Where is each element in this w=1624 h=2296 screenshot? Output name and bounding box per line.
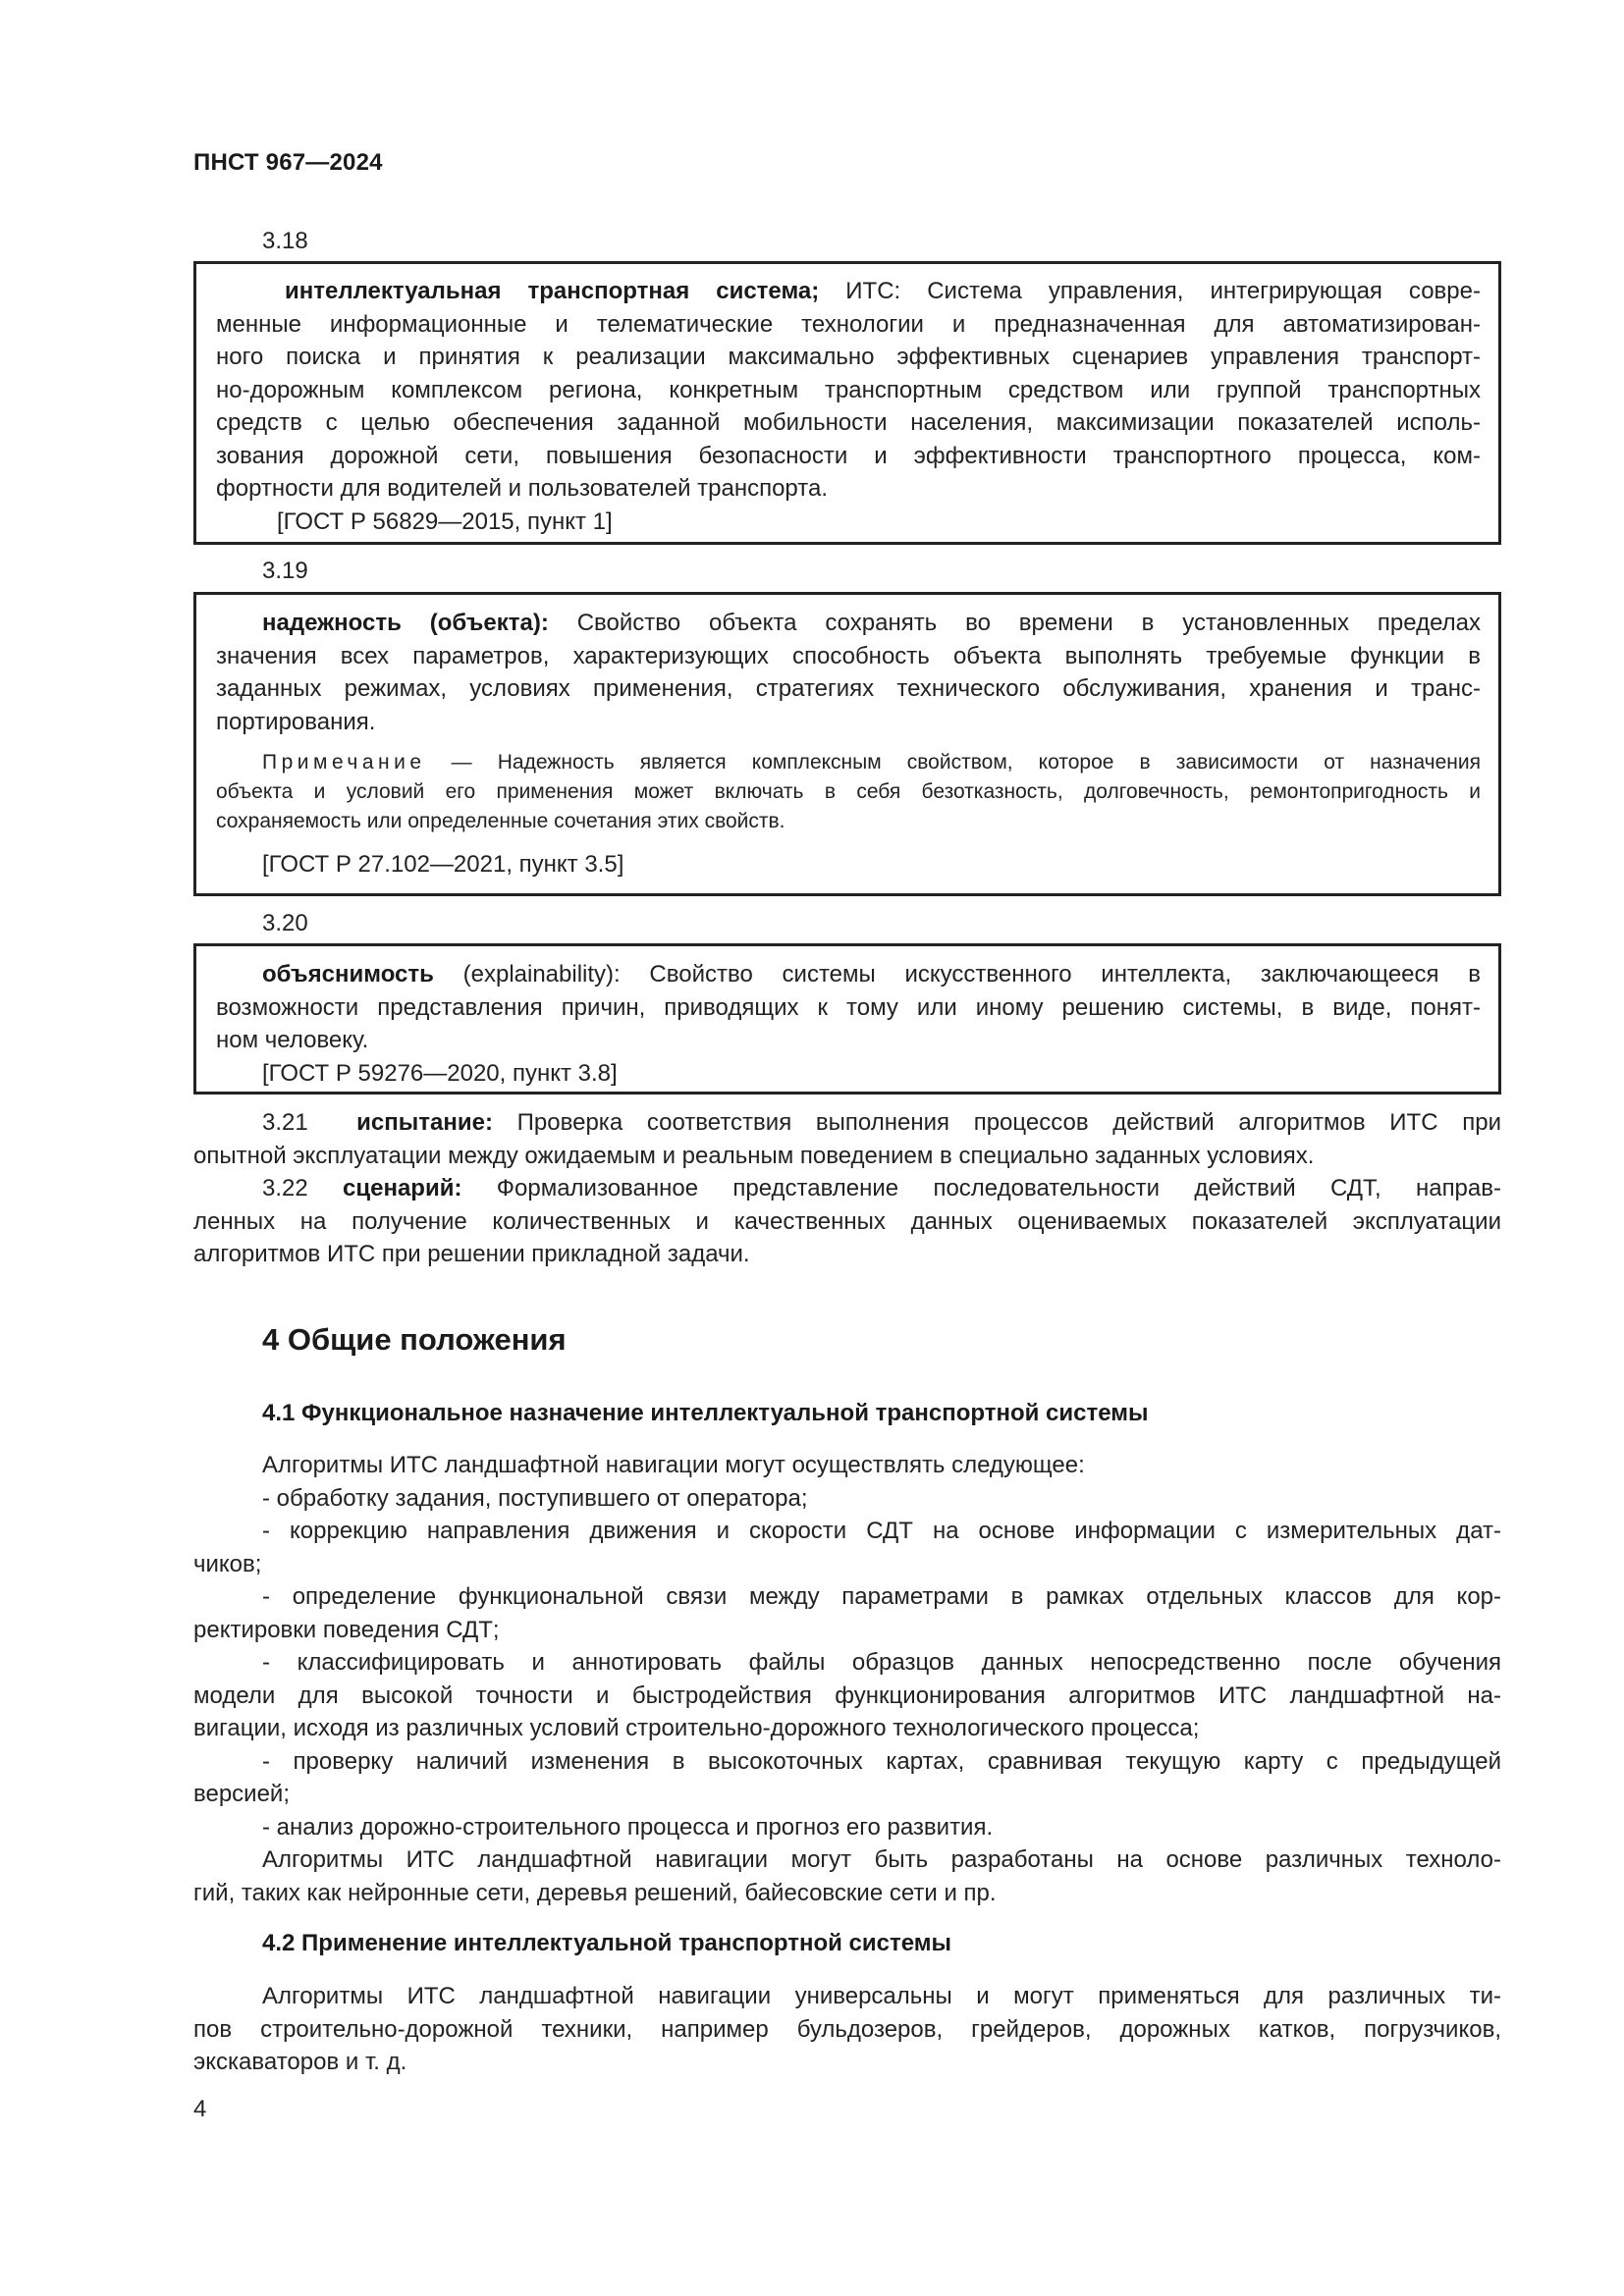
list-item: - классифицировать и аннотировать файлы образцов данных непосредственно после обучения [262,1649,1501,1676]
list-item: - определение функциональной связи между параметрами в рамках отдельных классов для кор- [262,1583,1501,1610]
term-number-3-22: 3.22 [262,1175,308,1201]
section-heading-4: 4 Общие положения [262,1322,567,1357]
term-name: испытание: [356,1109,493,1136]
term-source: [ГОСТ Р 27.102—2021, пункт 3.5] [262,851,624,878]
paragraph-line: пов строительно-дорожной техники, например бульдозеров, грейдеров, дорожных катков, погрузчиков, [193,2015,1501,2043]
body-line: ленных на получение количественных и качественных данных оцениваемых показателей эксплуатации [193,1207,1501,1235]
term-number-3-19: 3.19 [262,558,308,584]
body-line: алгоритмов ИТС при решении прикладной задачи. [193,1241,750,1267]
note-label: Примечание [262,751,426,774]
list-item: - коррекцию направления движения и скорости СДТ на основе информации с измерительных дат- [262,1518,1501,1544]
term-line: портирования. [216,708,376,735]
body-line [193,1172,1501,1205]
paragraph-line: экскаваторов и т. д. [193,2049,407,2075]
note-line: сохраняемость или определенные сочетания этих свойств. [216,810,785,832]
term-source: [ГОСТ Р 56829—2015, пункт 1] [277,507,613,535]
term-text: Проверка соответствия выполнения процессов действий алгоритмов ИТС при [492,1109,1501,1136]
term-text: Свойство системы искусственного интеллекта, заключающееся в [620,961,1481,988]
term-line: средств с целью обеспечения заданной мобильности населения, максимизации показателей исполь- [216,409,1481,436]
intro-line: Алгоритмы ИТС ландшафтной навигации могут осуществлять следующее: [262,1452,1085,1478]
term-number-3-20: 3.20 [262,910,308,936]
plain-terms [193,1106,1501,1271]
list-item-cont: чиков; [193,1550,262,1577]
list-item: - анализ дорожно-строительного процесса и прогноз его развития. [262,1813,994,1841]
list-item-cont: модели для высокой точности и быстродействия функционирования алгоритмов ИТС ландшафтной на- [193,1682,1501,1709]
list-item-cont: версией; [193,1781,291,1807]
term-line [216,275,1481,308]
term-line: фортности для водителей и пользователей транспорта. [216,475,828,502]
term-name: сценарий: [343,1175,462,1201]
term-name: надежность (объекта): [262,610,549,636]
subsection-heading-4-1: 4.1 Функциональное назначение интеллектуальной транспортной системы [262,1400,1149,1426]
list-item-cont: вигации, исходя из различных условий строительно-дорожного технологического процесса; [193,1715,1200,1741]
term-line: значения всех параметров, характеризующих способность объекта выполнять требуемые функции в [216,642,1481,669]
section-4-1-body [193,1449,1501,1909]
term-number-3-21: 3.21 [262,1109,308,1136]
term-box-3-18 [193,261,1501,545]
document-id-header: ПНСТ 967—2024 [193,149,383,176]
term-line: но-дорожным комплексом региона, конкретным транспортным средством или группой транспортных [216,376,1481,403]
body-line [193,1106,1501,1140]
note-text: — Надежность является комплексным свойством, которое в зависимости от назначения [425,751,1481,774]
note-line [216,748,1481,777]
term-line: ном человеку. [216,1027,369,1053]
list-item: - проверку наличий изменения в высокоточных картах, сравнивая текущую карту с предыдущей [262,1747,1501,1775]
body-line: опытной эксплуатации между ожидаемым и реальным поведением в специально заданных условиях. [193,1142,1315,1169]
term-line: менные информационные и телематические технологии и предназначенная для автоматизирован- [216,310,1481,338]
term-text: Свойство объекта сохранять во времени в установленных пределах [548,610,1481,636]
term-line: зования дорожной сети, повышения безопасности и эффективности транспортного процесса, ком- [216,442,1481,469]
term-line [216,958,1481,991]
term-box-3-19 [193,592,1501,896]
term-number-3-18: 3.18 [262,228,308,254]
paragraph-line: Алгоритмы ИТС ландшафтной навигации универсальны и могут применяться для различных ти- [262,1983,1501,2009]
term-line: ного поиска и принятия к реализации максимально эффективных сценариев управления транспорт- [216,344,1481,370]
term-line: заданных режимах, условиях применения, стратегиях технического обслуживания, хранения и транс- [216,675,1481,702]
list-item-cont: ректировки поведения СДТ; [193,1616,500,1643]
term-text: ИТС: Система управления, интегрирующая совре- [819,278,1481,304]
term-english: (explainability): [433,961,621,988]
term-text: Формализованное представление последовательности действий СДТ, направ- [461,1175,1501,1201]
list-item: - обработку задания, поступившего от оператора; [262,1484,808,1512]
term-box-3-20 [193,943,1501,1095]
term-line [216,607,1481,640]
section-4-2-body [193,1980,1501,2079]
outro-line: Алгоритмы ИТС ландшафтной навигации могут быть разработаны на основе различных техноло- [262,1846,1501,1873]
term-name: интеллектуальная транспортная система; [285,278,820,304]
note-line: объекта и условий его применения может включать в себя безотказность, долговечность, ремонтопригодность и [216,780,1481,803]
term-line: возможности представления причин, приводящих к тому или иному решению системы, в виде, понят- [216,993,1481,1021]
outro-line: гий, таких как нейронные сети, деревья решений, байесовские сети и пр. [193,1879,997,1906]
subsection-heading-4-2: 4.2 Применение интеллектуальной транспортной системы [262,1930,952,1956]
term-source: [ГОСТ Р 59276—2020, пункт 3.8] [262,1059,618,1087]
term-name: объяснимость [262,961,434,988]
page-number: 4 [193,2096,207,2122]
